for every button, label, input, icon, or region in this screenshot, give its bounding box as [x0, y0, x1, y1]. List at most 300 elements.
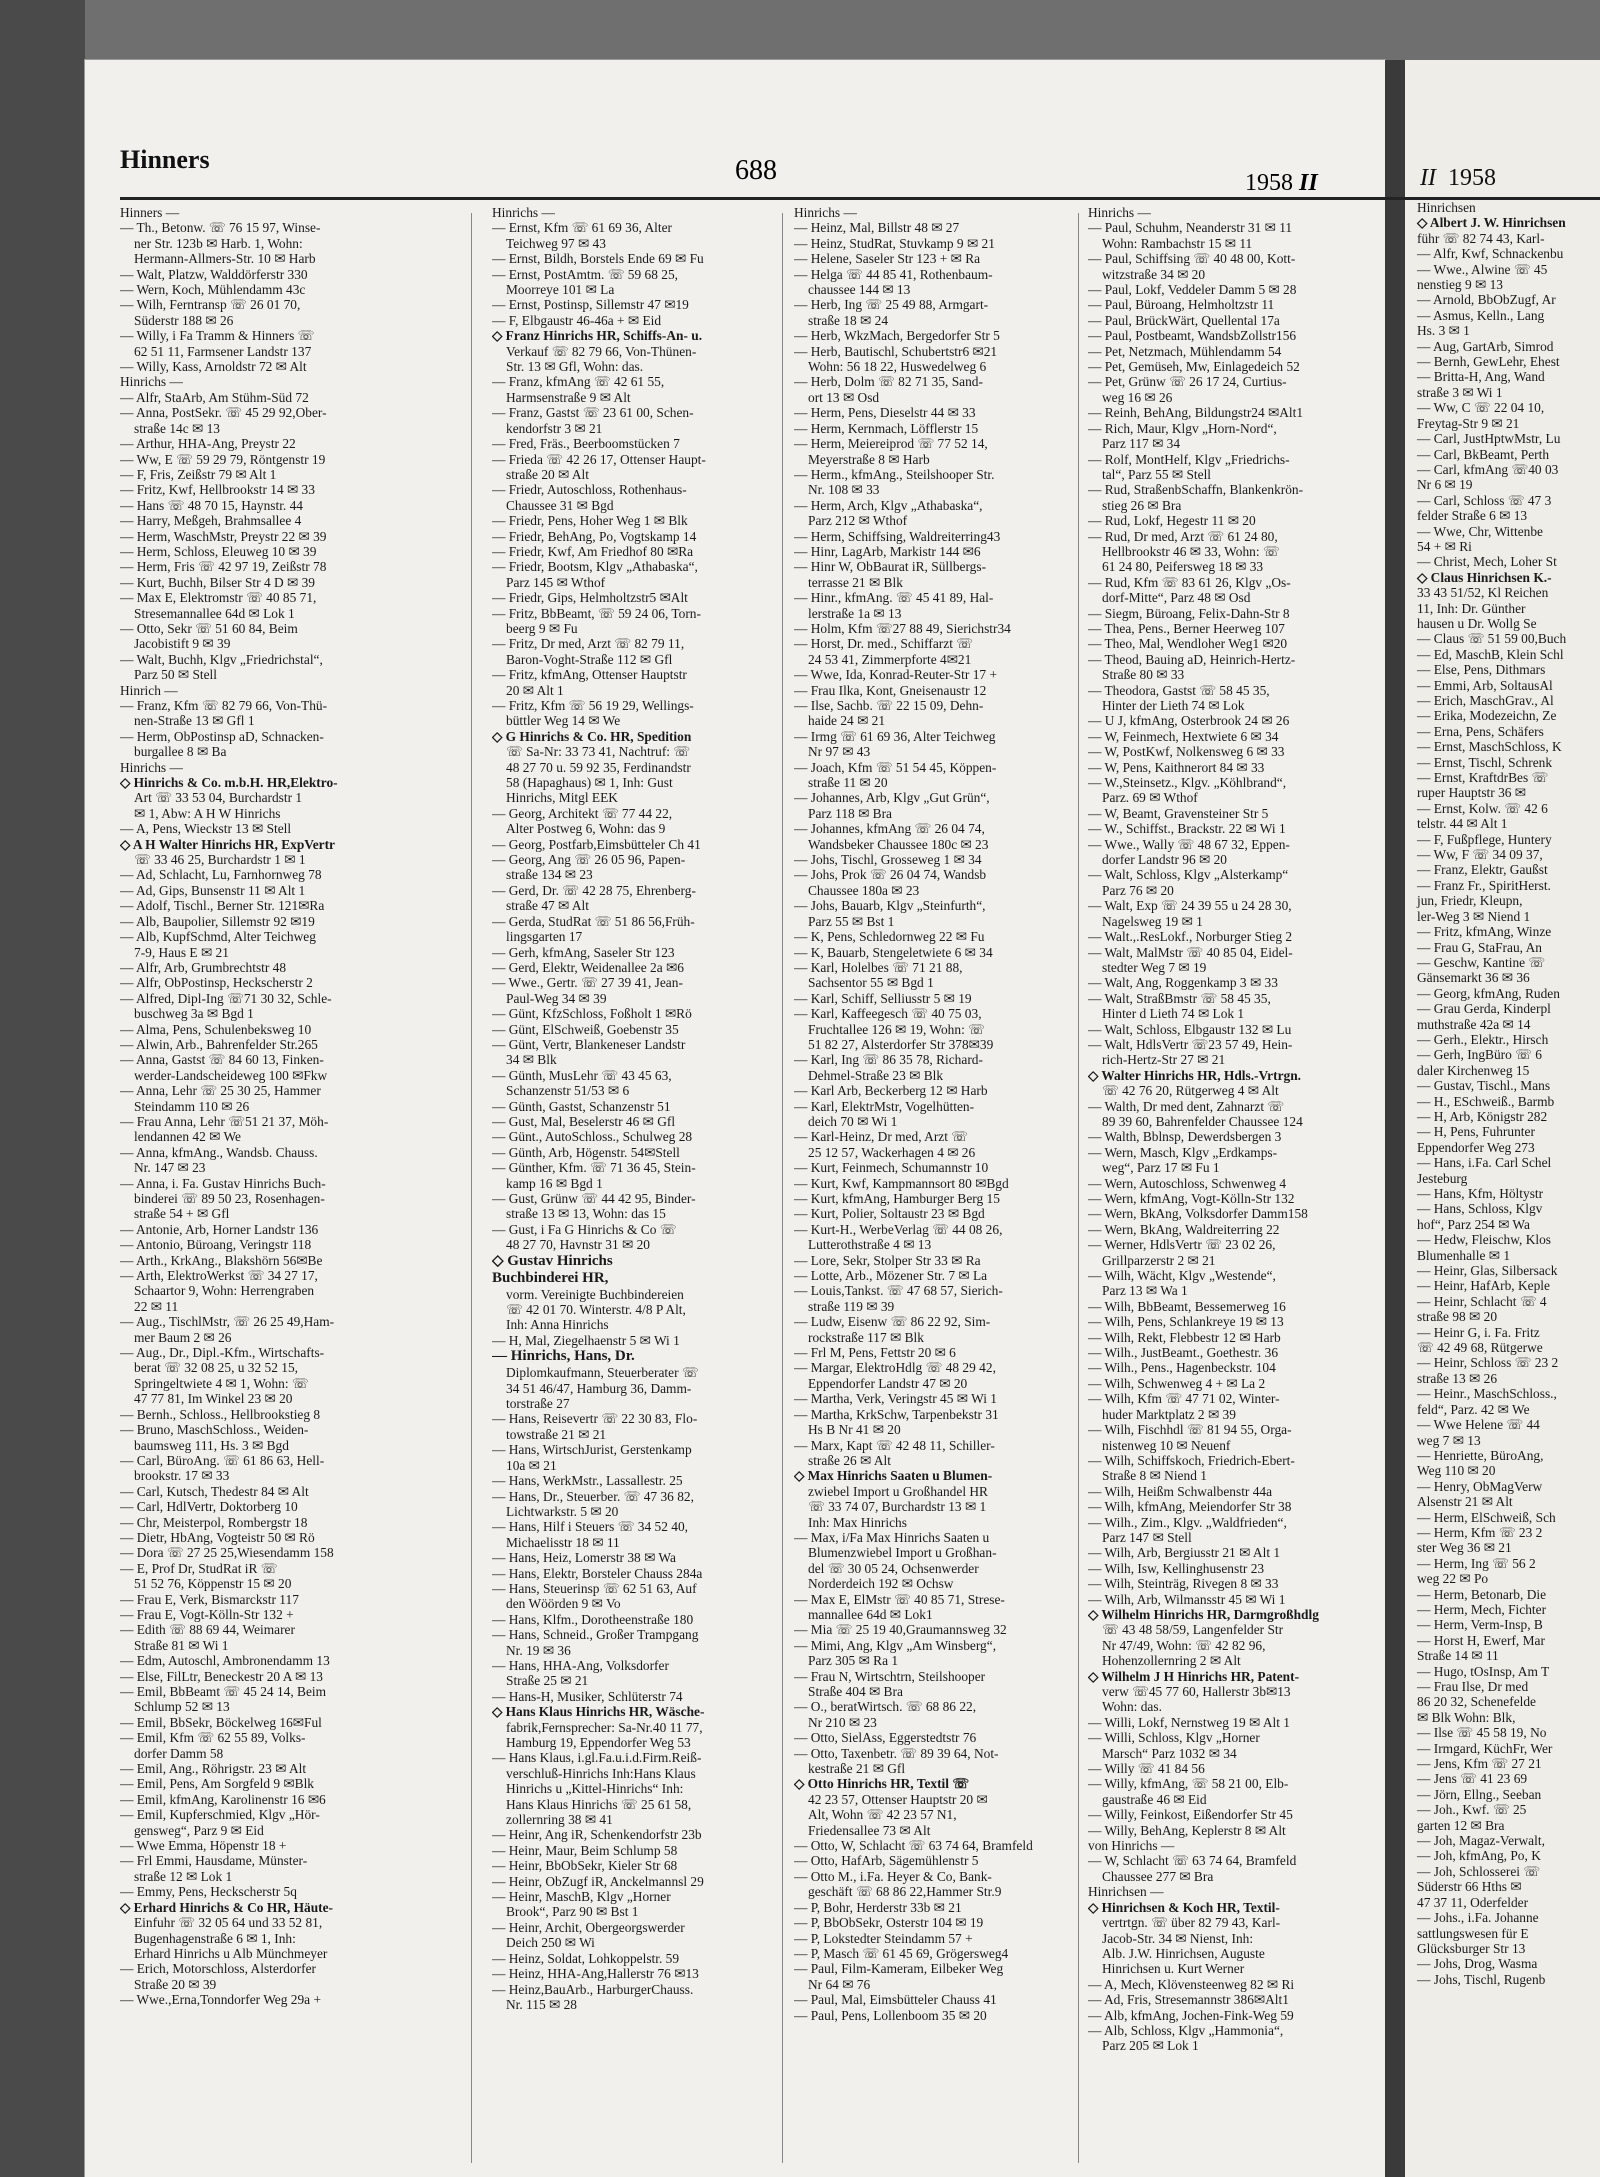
directory-entry-line: — Günther, Kfm. ☏ 71 36 45, Stein-: [492, 1160, 696, 1176]
directory-entry-line: — Paul, Schiffsing ☏ 40 48 00, Kott-: [1088, 251, 1296, 267]
directory-entry-line: ◇ Erhard Hinrichs & Co HR, Häute-: [120, 1899, 334, 1915]
directory-entry-line: straße 26 ✉ Alt: [808, 1452, 891, 1468]
directory-entry-line: — Paul, Büroang, Helmholtzstr 11: [1088, 297, 1275, 313]
directory-entry-line: — Karl, ElektrMstr, Vogelhütten-: [794, 1098, 975, 1114]
directory-entry-line: — Gerh, IngBüro ☏ 6: [1417, 1047, 1542, 1063]
directory-entry-line: — Wwe, Ida, Konrad-Reuter-Str 17 +: [794, 667, 998, 683]
directory-entry-line: dorf-Mitte“, Parz 48 ✉ Osd: [1102, 590, 1251, 606]
directory-entry-line: — Otto, SielAss, Eggerstedtstr 76: [794, 1730, 977, 1746]
directory-entry-line: Parz 145 ✉ Wthof: [506, 574, 606, 590]
directory-entry-line: Wohn: 56 18 22, Huswedelweg 6: [808, 359, 987, 375]
directory-entry-line: — Alb, KupfSchmd, Alter Teichweg: [120, 929, 316, 945]
directory-entry-line: garten 12 ✉ Bra: [1417, 1817, 1505, 1833]
directory-entry-line: — Wilh, BbBeamt, Bessemerweg 16: [1088, 1298, 1286, 1314]
directory-entry-line: — Kurt, kfmAng, Hamburger Berg 15: [794, 1191, 1000, 1206]
directory-entry-line: witzstraße 34 ✉ 20: [1102, 266, 1206, 282]
directory-entry-line: — Wern, BkAng, Waldreiterring 22: [1088, 1221, 1280, 1237]
directory-entry-line: — Anna, kfmAng., Wandsb. Chauss.: [120, 1144, 318, 1160]
directory-entry-line: — Heinr, BbObSekr, Kieler Str 68: [492, 1858, 678, 1874]
directory-entry-line: — Kurt, Polier, Soltaustr 23 ✉ Bgd: [794, 1206, 985, 1222]
directory-entry-line: Hinrichs —: [794, 205, 857, 220]
directory-entry-line: Schanzenstr 51/53 ✉ 6: [506, 1083, 630, 1099]
directory-entry-line: — Else, Pens, Dithmars: [1417, 662, 1546, 678]
column-divider: [471, 213, 472, 2163]
directory-entry-line: Blumenzwiebel Import u Großhan-: [808, 1545, 997, 1561]
directory-entry-line: — Friedr, BehAng, Po, Vogtskamp 14: [492, 528, 697, 544]
directory-entry-line: — Max, i/Fa Max Hinrichs Saaten u: [794, 1529, 990, 1545]
directory-entry-line: — Louis,Tankst. ☏ 47 68 57, Sierich-: [794, 1283, 1003, 1299]
directory-entry-line: — Karl, Ing ☏ 86 35 78, Richard-: [794, 1052, 983, 1068]
column-2: [492, 205, 792, 2165]
directory-entry-line: — Gerd, Elektr, Weidenallee 2a ✉6: [492, 959, 684, 975]
directory-entry-line: — Henry, ObMagVerw: [1417, 1478, 1543, 1494]
directory-entry-line: — Helene, Saseler Str 123 + ✉ Ra: [794, 251, 981, 267]
directory-entry-line: Hamburg 19, Eppendorfer Weg 53: [506, 1735, 691, 1750]
directory-entry-line: Bugenhagenstraße 6 ✉ 1, Inh:: [134, 1930, 296, 1946]
directory-entry-line: lerstraße 1a ✉ 13: [808, 605, 902, 621]
directory-entry-line: ◇ Albert J. W. Hinrichsen: [1417, 215, 1566, 231]
directory-entry-line: — Carl, JustHptwMstr, Lu: [1417, 431, 1561, 447]
directory-entry-line: — Emil, kfmAng, Karolinenstr 16 ✉6: [120, 1791, 326, 1807]
directory-entry-line: — Wilh, Schiffskoch, Friedrich-Ebert-: [1088, 1452, 1295, 1468]
directory-entry-line: Hans Klaus Hinrichs ☏ 25 61 58,: [506, 1796, 692, 1812]
directory-entry-line: Deich 250 ✉ Wi: [506, 1935, 595, 1951]
directory-entry-line: stieg 26 ✉ Bra: [1102, 497, 1182, 513]
directory-entry-line: — Jens ☏ 41 23 69: [1417, 1771, 1528, 1787]
column-4: [1088, 205, 1388, 2165]
directory-entry-line: 51 52 76, Köppenstr 15 ✉ 20: [134, 1576, 292, 1592]
directory-entry-line: — Willy, kfmAng, ☏ 58 21 00, Elb-: [1088, 1776, 1289, 1792]
column-divider: [782, 213, 783, 2163]
directory-entry-line: Freytag-Str 9 ✉ 21: [1417, 415, 1520, 431]
directory-entry-line: — Wilh, Isw, Kellinghusenstr 23: [1088, 1560, 1265, 1576]
directory-entry-line: Erhard Hinrichs u Alb Münchmeyer: [134, 1945, 328, 1961]
directory-entry-line: — Fritz, Kfm ☏ 56 19 29, Wellings-: [492, 698, 694, 713]
directory-entry-line: terrasse 21 ✉ Blk: [808, 574, 903, 590]
directory-entry-line: straße 14c ✉ 13: [134, 420, 220, 436]
directory-entry-line: — Erika, Modezeichn, Ze: [1417, 708, 1557, 724]
directory-entry-line: feld“, Parz. 42 ✉ We: [1417, 1401, 1530, 1417]
directory-entry-line: buschweg 3a ✉ Bgd 1: [134, 1006, 254, 1022]
directory-entry-line: — Bruno, MaschSchloss., Weiden-: [120, 1422, 309, 1438]
directory-entry-line: mannallee 64d ✉ Lok1: [808, 1606, 933, 1622]
directory-entry-line: — P, Lokstedter Steindamm 57 +: [794, 1930, 973, 1946]
directory-entry-line: — Johannes, Arb, Klgv „Gut Grün“,: [794, 790, 990, 806]
directory-entry-line: Verkauf ☏ 82 79 66, Von-Thünen-: [506, 343, 697, 359]
directory-entry-line: — Theodora, Gastst ☏ 58 45 35,: [1088, 682, 1270, 698]
directory-entry-line: — Wilh, Ferntransp ☏ 26 01 70,: [120, 297, 301, 313]
directory-entry-line: — Hans-H, Musiker, Schlüterstr 74: [492, 1688, 683, 1704]
directory-entry-line: — Friedr, Bootsm, Klgv „Athabaska“,: [492, 559, 698, 575]
directory-entry-line: — Jörn, Ellng., Seeban: [1417, 1786, 1542, 1802]
directory-entry-line: — K, Pens, Schledornweg 22 ✉ Fu: [794, 929, 985, 945]
directory-entry-line: Hinrichs, Mitgl EEK: [506, 790, 618, 806]
directory-entry-line: Nr. 108 ✉ 33: [808, 482, 880, 498]
directory-entry-line: — Horst, Dr. med., Schiffarzt ☏: [794, 636, 974, 652]
directory-entry-line: — Paul, Mal, Eimsbütteler Chauss 41: [794, 1992, 997, 2008]
directory-entry-line: — Arth, ElektroWerkst ☏ 34 27 17,: [120, 1268, 318, 1284]
directory-entry-line: — Carl, kfmAng ☏40 03: [1417, 461, 1559, 477]
directory-entry-line: Wohn: das.: [1102, 1699, 1162, 1715]
directory-entry-line: Nr 47/49, Wohn: ☏ 42 82 96,: [1102, 1637, 1266, 1653]
directory-entry-line: Inh: Anna Hinrichs: [506, 1317, 609, 1333]
directory-entry-line: — Rolf, MontHelf, Klgv „Friedrichs-: [1088, 451, 1290, 467]
directory-entry-line: muthstraße 42a ✉ 14: [1417, 1016, 1531, 1032]
directory-entry-line: — Alma, Pens, Schulenbeksweg 10: [120, 1021, 312, 1037]
directory-entry-line: beerg 9 ✉ Fu: [506, 620, 578, 636]
directory-entry-line: — Otto M., i.Fa. Heyer & Co, Bank-: [794, 1868, 992, 1884]
directory-entry-line: ◇ Hans Klaus Hinrichs HR, Wäsche-: [492, 1704, 705, 1720]
directory-entry-line: zwiebel Import u Großhandel HR: [808, 1483, 988, 1499]
directory-entry-line: — U J, kfmAng, Osterbrook 24 ✉ 26: [1088, 713, 1290, 729]
directory-entry-line: Alsenstr 21 ✉ Alt: [1417, 1494, 1513, 1510]
directory-entry-line: — F, Elbgaustr 46-46a + ✉ Eid: [492, 312, 662, 328]
directory-entry-line: — Britta-H, Ang, Wand: [1417, 369, 1545, 385]
directory-entry-line: burgallee 8 ✉ Ba: [134, 744, 227, 760]
directory-entry-line: ☏ 42 49 68, Rütgerwe: [1417, 1340, 1543, 1356]
directory-entry-line: — W.,Steinsetz., Klgv. „Köhlbrand“,: [1088, 775, 1287, 791]
directory-entry-line: — Joh, Schlosserei ☏: [1417, 1863, 1541, 1879]
directory-entry-line: ◇ Claus Hinrichsen K.-: [1417, 569, 1552, 585]
directory-entry-line: — Heinr, Archit, Obergeorgswerder: [492, 1919, 685, 1935]
directory-entry-line: — Karl Arb, Beckerberg 12 ✉ Harb: [794, 1083, 988, 1099]
directory-entry-line: — Ww, E ☏ 59 29 79, Röntgenstr 19: [120, 451, 326, 467]
directory-entry-line: del ☏ 30 05 24, Ochsenwerder: [808, 1560, 979, 1576]
directory-entry-line: 11, Inh: Dr. Günther: [1417, 600, 1526, 616]
directory-entry-line: weg“, Parz 17 ✉ Fu 1: [1102, 1160, 1220, 1176]
directory-entry-line: — Walt, HdlsVertr ☏23 57 49, Hein-: [1088, 1036, 1293, 1052]
directory-entry-line: vertrtgn. ☏ über 82 79 43, Karl-: [1102, 1915, 1281, 1931]
next-page-fragment: [1405, 60, 1600, 2177]
directory-entry-line: Parz. 69 ✉ Wthof: [1102, 790, 1198, 806]
directory-entry-line: mer Baum 2 ✉ 26: [134, 1329, 232, 1345]
directory-entry-line: Parz 76 ✉ 20: [1102, 882, 1174, 898]
directory-entry-line: — Heinr, Maur, Beim Schlump 58: [492, 1842, 678, 1858]
directory-entry-line: 42 23 57, Ottenser Hauptstr 20 ✉: [808, 1791, 988, 1807]
directory-entry-line: 54 + ✉ Ri: [1417, 538, 1472, 554]
directory-entry-line: — Kurt, Buchh, Bilser Str 4 D ✉ 39: [120, 574, 315, 590]
directory-entry-line: Parz 305 ✉ Ra 1: [808, 1653, 899, 1669]
directory-entry-line: — Gust, Mal, Beselerstr 46 ✉ Gfl: [492, 1113, 676, 1129]
directory-entry-line: — Günth, Gastst, Schanzenstr 51: [492, 1098, 671, 1114]
directory-entry-line: — Pet, Gemüseh, Mw, Einlagedeich 52: [1088, 359, 1300, 375]
directory-entry-line: — Wern, BkAng, Volksdorfer Damm158: [1088, 1206, 1308, 1222]
directory-entry-line: — Herm, Betonarb, Die: [1417, 1586, 1547, 1602]
directory-entry-line: — Herb, Dolm ☏ 82 71 35, Sand-: [794, 374, 983, 390]
directory-entry-line: straße 12 ✉ Lok 1: [134, 1868, 233, 1884]
directory-entry-line: — Aug., Dr., Dipl.-Kfm., Wirtschafts-: [120, 1345, 325, 1361]
directory-entry-line: — Wwe.,Erna,Tonndorfer Weg 29a +: [120, 1992, 322, 2008]
directory-entry-line: — Fritz, BbBeamt, ☏ 59 24 06, Torn-: [492, 605, 701, 621]
directory-entry-line: 89 39 60, Bahrenfelder Chaussee 124: [1102, 1113, 1303, 1129]
directory-entry-line: — Frau E, Verk, Bismarckstr 117: [120, 1591, 299, 1607]
directory-entry-line: straße 98 ✉ 20: [1417, 1309, 1498, 1325]
directory-entry-line: Eppendorfer Weg 273: [1417, 1139, 1535, 1155]
directory-entry-line: Straße 25 ✉ 21: [506, 1673, 589, 1689]
directory-entry-line: Fruchtallee 126 ✉ 19, Wohn: ☏: [808, 1021, 985, 1037]
directory-entry-line: ◇ Franz Hinrichs HR, Schiffs-An- u.: [492, 328, 703, 344]
directory-entry-line: — Friedr, Gips, Helmholtzstr5 ✉Alt: [492, 590, 688, 606]
directory-entry-line: — Dora ☏ 27 25 25,Wiesendamm 158: [120, 1545, 334, 1561]
directory-entry-line: ler-Weg 3 ✉ Niend 1: [1417, 908, 1531, 924]
directory-entry-line: 47 37 11, Oderfelder: [1417, 1894, 1529, 1910]
directory-entry-line: Nr 6 ✉ 19: [1417, 477, 1473, 493]
directory-entry-line: — Wilh, Arb, Bergiusstr 21 ✉ Alt 1: [1088, 1545, 1281, 1561]
directory-entry-line: — Bernh, GewLehr, Ehest: [1417, 354, 1560, 370]
directory-entry-line: Lutterothstraße 4 ✉ 13: [808, 1237, 932, 1253]
directory-entry-line: Moorreye 101 ✉ La: [506, 282, 615, 298]
directory-entry-line: — Otto, HafArb, Sägemühlenstr 5: [794, 1853, 979, 1869]
directory-entry-line: — A, Pens, Wieckstr 13 ✉ Stell: [120, 821, 292, 837]
directory-entry-line: ruper Hauptstr 36 ✉: [1417, 785, 1527, 801]
directory-entry-line: — Martha, KrkSchw, Tarpenbekstr 31: [794, 1406, 999, 1422]
directory-entry-line: — Paul, Postbeamt, WandsbZollstr156: [1088, 328, 1297, 344]
directory-entry-line: Glücksburger Str 13: [1417, 1940, 1526, 1956]
directory-entry-line: — Günt., AutoSchloss., Schulweg 28: [492, 1129, 693, 1145]
column-divider: [1078, 213, 1079, 2163]
directory-entry-line: — Alfr, ObPostinsp, Heckscherstr 2: [120, 975, 313, 991]
directory-entry-line: — Asmus, Kelln., Lang: [1417, 307, 1545, 323]
directory-entry-line: — Gerda, StudRat ☏ 51 86 56,Früh-: [492, 913, 695, 929]
directory-entry-line: — Mimi, Ang, Klgv „Am Winsberg“,: [794, 1637, 997, 1653]
directory-entry-line: Schaartor 9, Wohn: Herrengraben: [134, 1283, 315, 1299]
directory-entry-line: — Franz Fr., SpiritHerst.: [1417, 877, 1551, 893]
directory-entry-line: weg 22 ✉ Po: [1417, 1571, 1489, 1587]
directory-entry-line: — Herm, Kernmach, Löfflerstr 15: [794, 420, 979, 436]
directory-entry-line: Hinners —: [120, 205, 180, 220]
directory-entry-line: Jacobistift 9 ✉ 39: [134, 636, 231, 652]
directory-entry-line: — Otto, Taxenbetr. ☏ 89 39 64, Not-: [794, 1745, 999, 1761]
directory-entry-line: — Günt, Vertr, Blankeneser Landstr: [492, 1036, 686, 1052]
directory-entry-line: — Wwe., Alwine ☏ 45: [1417, 261, 1548, 277]
directory-entry-line: — Paul, Film-Kameram, Eilbeker Weg: [794, 1961, 1004, 1977]
directory-entry-line: lendannen 42 ✉ We: [134, 1129, 241, 1145]
page-year-volume: [1245, 170, 1318, 197]
directory-entry-line: gensweg“, Parz 9 ✉ Eid: [134, 1822, 264, 1838]
directory-entry-line: straße 13 ✉ 13, Wohn: das 15: [506, 1206, 666, 1222]
directory-entry-line: — Franz, Gastst ☏ 23 61 00, Schen-: [492, 405, 694, 421]
directory-entry-line: nen-Straße 13 ✉ Gfl 1: [134, 713, 255, 729]
directory-entry-line: — Wilh., JustBeamt., Goethestr. 36: [1088, 1345, 1279, 1361]
directory-entry-line: — Wilh, Heißm Schwalbenstr 44a: [1088, 1483, 1273, 1499]
directory-entry-line: 25 12 57, Wackerhagen 4 ✉ 26: [808, 1144, 976, 1160]
directory-entry-line: Sachsentor 55 ✉ Bgd 1: [808, 975, 934, 991]
directory-entry-line: Parz 118 ✉ Bra: [808, 805, 892, 821]
directory-entry-line: ◇ A H Walter Hinrichs HR, ExpVertr: [120, 836, 336, 852]
directory-entry-line: — Erich, MaschGrav., Al: [1417, 693, 1554, 708]
directory-entry-line: — Georg, Postfarb,Eimsbütteler Ch 41: [492, 836, 701, 852]
directory-entry-line: — Joh, kfmAng, Po, K: [1417, 1848, 1541, 1864]
directory-entry-line: — Herm, ObPostinsp aD, Schnacken-: [120, 728, 324, 744]
directory-entry-line: — Walt, Buchh, Klgv „Friedrichstal“,: [120, 651, 323, 667]
directory-entry-line: — Johs, Bauarb, Klgv „Steinfurth“,: [794, 898, 986, 914]
directory-entry-line: Grillparzerstr 2 ✉ 21: [1102, 1252, 1216, 1268]
directory-entry-line: — Ernst, Tischl, Schrenk: [1417, 754, 1553, 770]
directory-entry-line: — Carl, BüroAng. ☏ 61 86 63, Hell-: [120, 1452, 325, 1468]
directory-entry-line: — Wilh, Wächt, Klgv „Westende“,: [1088, 1268, 1276, 1284]
header-rule: [120, 197, 1570, 200]
directory-entry-line: Teichweg 97 ✉ 43: [506, 235, 606, 251]
directory-entry-line: jun, Friedr, Kleupn,: [1417, 893, 1523, 909]
directory-entry-line: — Hedw, Fleischw, Klos: [1417, 1232, 1552, 1248]
directory-entry-line: deich 70 ✉ Wi 1: [808, 1113, 898, 1129]
directory-entry-line: — Emil, Kupferschmied, Klgv „Hör-: [120, 1807, 320, 1823]
directory-entry-line: — Hans, Klfm., Dorotheenstraße 180: [492, 1611, 694, 1627]
directory-entry-line: — Adolf, Tischl., Berner Str. 121✉Ra: [120, 898, 325, 914]
directory-entry-line: — Ilse ☏ 45 58 19, No: [1417, 1725, 1547, 1741]
directory-entry-line: — Antonio, Büroang, Veringstr 118: [120, 1237, 312, 1253]
directory-entry-line: — Herm, Schloss, Eleuweg 10 ✉ 39: [120, 543, 317, 559]
directory-entry-line: lingsgarten 17: [506, 929, 583, 945]
directory-entry-line: — Paul, Pens, Lollenboom 35 ✉ 20: [794, 2007, 987, 2023]
directory-entry-line: — Hans, Reisevertr ☏ 22 30 83, Flo-: [492, 1411, 698, 1427]
directory-entry-line: — Günt, ElSchweiß, Goebenstr 35: [492, 1021, 679, 1037]
directory-entry-line: — Heinz, HHA-Ang,Hallerstr 76 ✉13: [492, 1966, 699, 1982]
directory-entry-line: — W, PostKwf, Nolkensweg 6 ✉ 33: [1088, 744, 1285, 760]
directory-entry-line: — Alfred, Dipl-Ing ☏71 30 32, Schle-: [120, 990, 332, 1006]
directory-entry-line: — Emil, BbSekr, Böckelweg 16✉Ful: [120, 1714, 322, 1730]
directory-entry-line: — Heinz, Soldat, Lohkoppelstr. 59: [492, 1950, 680, 1966]
directory-entry-line: Parz 55 ✉ Bst 1: [808, 913, 895, 929]
directory-entry-line: Meyerstraße 8 ✉ Harb: [808, 451, 930, 467]
directory-entry-line: kendorfstr 3 ✉ 21: [506, 420, 603, 436]
directory-entry-line: — Heinz, StudRat, Stuvkamp 9 ✉ 21: [794, 235, 995, 251]
directory-entry-line: — Otto, W, Schlacht ☏ 63 74 64, Bramfeld: [794, 1838, 1033, 1854]
directory-entry-line: — Hans, Schloss, Klgv: [1417, 1201, 1543, 1217]
directory-entry-line: — Hans, Elektr, Borsteler Chauss 284a: [492, 1565, 703, 1581]
directory-entry-line: — Wwe Emma, Höpenstr 18 +: [120, 1838, 287, 1854]
directory-entry-line: ◇ Otto Hinrichs HR, Textil ☏: [794, 1776, 970, 1792]
directory-entry-line: — Heinr, MaschB, Klgv „Horner: [492, 1889, 671, 1905]
directory-entry-line: Lichtwarkstr. 5 ✉ 20: [506, 1503, 619, 1519]
directory-entry-line: Springeltwiete 4 ✉ 1, Wohn: ☏: [134, 1375, 309, 1391]
directory-entry-line: dorfer Damm 58: [134, 1745, 224, 1761]
directory-entry-line: — Herm, Arch, Klgv „Athabaska“,: [794, 497, 983, 513]
directory-entry-line: — Willi, Schloss, Klgv „Horner: [1088, 1730, 1260, 1746]
directory-entry-line: ✉ Blk Wohn: Blk,: [1417, 1709, 1516, 1725]
directory-entry-line: — Hans, Hilf i Steuers ☏ 34 52 40,: [492, 1519, 689, 1535]
directory-entry-line: — Gustav, Tischl., Mans: [1417, 1078, 1551, 1094]
directory-entry-line: — Friedr, Pens, Hoher Weg 1 ✉ Blk: [492, 513, 688, 529]
directory-entry-line: — Theo, Mal, Wendloher Weg1 ✉20: [1088, 636, 1288, 652]
directory-entry-line: — Georg, Ang ☏ 26 05 96, Papen-: [492, 852, 686, 868]
directory-entry-line: — Ernst, Kolw. ☏ 42 6: [1417, 800, 1548, 816]
directory-entry-line: — Walth, Bblnsp, Dewerdsbergen 3: [1088, 1129, 1282, 1145]
directory-entry-line: telstr. 44 ✉ Alt 1: [1417, 816, 1508, 832]
directory-entry-line: — Hinrichs, Hans, Dr.: [492, 1348, 635, 1365]
directory-entry-line: — Irmg ☏ 61 69 36, Alter Teichweg: [794, 728, 996, 744]
directory-entry-line: — P, Bohr, Herderstr 33b ✉ 21: [794, 1899, 962, 1915]
directory-entry-line: — Walth, Dr med dent, Zahnarzt ☏: [1088, 1098, 1285, 1114]
directory-entry-line: — Wilh, Fischhdl ☏ 81 94 55, Orga-: [1088, 1422, 1292, 1438]
directory-entry-line: — Alfr, StaArb, Am Stühm-Süd 72: [120, 389, 309, 405]
directory-entry-line: kestraße 21 ✉ Gfl: [808, 1761, 906, 1777]
directory-entry-line: — Wilh, Rekt, Flebbestr 12 ✉ Harb: [1088, 1329, 1281, 1345]
directory-entry-line: ✉ 1, Abw: A H W Hinrichs: [134, 805, 281, 821]
directory-entry-line: Parz 212 ✉ Wthof: [808, 513, 908, 529]
directory-entry-line: — Wilh, Pens, Schlankreye 19 ✉ 13: [1088, 1314, 1284, 1330]
directory-entry-line: felder Straße 6 ✉ 13: [1417, 508, 1528, 524]
directory-entry-line: Chaussee 277 ✉ Bra: [1102, 1868, 1214, 1884]
directory-entry-line: Parz 50 ✉ Stell: [134, 667, 217, 683]
directory-entry-line: straße 18 ✉ 24: [808, 312, 889, 328]
directory-entry-line: — Gerh, kfmAng, Saseler Str 123: [492, 944, 675, 960]
directory-entry-line: Hinrichsen —: [1088, 1884, 1164, 1900]
directory-entry-line: werder-Landscheideweg 100 ✉Fkw: [134, 1067, 328, 1083]
directory-entry-line: — Werner, HdlsVertr ☏ 23 02 26,: [1088, 1237, 1276, 1253]
directory-entry-line: — Edm, Autoschl, Ambronendamm 13: [120, 1653, 330, 1669]
directory-entry-line: — Rich, Maur, Klgv „Horn-Nord“,: [1088, 420, 1277, 436]
directory-entry-line: weg 16 ✉ 26: [1102, 389, 1173, 405]
directory-entry-line: Straße 8 ✉ Niend 1: [1102, 1468, 1207, 1484]
directory-entry-line: — Franz, Elektr, Gaußst: [1417, 862, 1548, 878]
directory-entry-line: Marsch“ Parz 1032 ✉ 34: [1102, 1745, 1237, 1761]
directory-entry-line: — Wwe Helene ☏ 44: [1417, 1417, 1540, 1433]
directory-entry-line: — Herb, Bautischl, Schubertstr6 ✉21: [794, 343, 998, 359]
directory-entry-line: ◇ G Hinrichs & Co. HR, Spedition: [492, 728, 692, 744]
directory-entry-line: — Willy, Kass, Arnoldstr 72 ✉ Alt: [120, 359, 307, 375]
next-page-column: [1417, 200, 1600, 1987]
directory-entry-line: straße 3 ✉ Wi 1: [1417, 384, 1503, 400]
directory-entry-line: — Else, FilLtr, Beneckestr 20 A ✉ 13: [120, 1668, 323, 1684]
directory-entry-line: — Kurt, Kwf, Kampmannsort 80 ✉Bgd: [794, 1175, 1009, 1191]
directory-entry-line: Wandsbeker Chaussee 180c ✉ 23: [808, 836, 989, 852]
directory-entry-line: 22 ✉ 11: [134, 1298, 179, 1314]
directory-entry-line: — Franz, kfmAng ☏ 42 61 55,: [492, 374, 665, 390]
directory-entry-line: — Geschw, Kantine ☏: [1417, 954, 1546, 970]
directory-entry-line: — Friedr, Autoschloss, Rothenhaus-: [492, 482, 687, 498]
directory-entry-line: — Hinr, LagArb, Markistr 144 ✉6: [794, 543, 981, 559]
directory-entry-line: ☏ 42 76 20, Rütgerweg 4 ✉ Alt: [1102, 1083, 1279, 1099]
column-3: [794, 205, 1094, 2165]
directory-entry-line: — Christ, Mech, Loher St: [1417, 554, 1557, 570]
directory-entry-line: — Frl M, Pens, Fettstr 20 ✉ 6: [794, 1345, 956, 1361]
directory-entry-line: Stresemannallee 64d ✉ Lok 1: [134, 605, 295, 621]
directory-entry-line: hof“, Parz 254 ✉ Wa: [1417, 1216, 1530, 1232]
directory-entry-line: — Heinr, HafArb, Keple: [1417, 1278, 1550, 1294]
directory-entry-line: — Dietr, HbAng, Vogteistr 50 ✉ Rö: [120, 1529, 315, 1545]
directory-entry-line: Weg 110 ✉ 20: [1417, 1463, 1496, 1479]
directory-entry-line: Michaelisstr 18 ✉ 11: [506, 1534, 620, 1550]
directory-entry-line: — Hinr W, ObBaurat iR, Süllbergs-: [794, 559, 987, 575]
directory-entry-line: — Helga ☏ 44 85 41, Rothenbaum-: [794, 266, 993, 282]
directory-entry-line: chaussee 144 ✉ 13: [808, 282, 911, 298]
directory-entry-line: Hinrichs u „Kittel-Hinrichs“ Inh:: [506, 1781, 684, 1797]
directory-entry-line: — P, BbObSekr, Osterstr 104 ✉ 19: [794, 1915, 984, 1931]
directory-entry-line: — Herm, Meiereiprod ☏ 77 52 14,: [794, 436, 988, 452]
directory-entry-line: — Ww, C ☏ 22 04 10,: [1417, 400, 1545, 416]
directory-entry-line: — Heinr., MaschSchloss.,: [1417, 1386, 1557, 1402]
directory-entry-line: — Herb, Ing ☏ 25 49 88, Armgart-: [794, 297, 989, 313]
directory-entry-line: — Willy, Feinkost, Eißendorfer Str 45: [1088, 1807, 1293, 1823]
directory-entry-line: — Anna, Lehr ☏ 25 30 25, Hammer: [120, 1083, 321, 1099]
directory-entry-line: — Hans, Heiz, Lomerstr 38 ✉ Wa: [492, 1550, 676, 1566]
directory-entry-line: — Carl, Kutsch, Thedestr 84 ✉ Alt: [120, 1483, 309, 1499]
directory-entry-line: — Heinr, Ang iR, Schenkendorfstr 23b: [492, 1827, 702, 1843]
directory-entry-line: straße 134 ✉ 23: [506, 867, 593, 883]
column-1: [120, 205, 420, 2165]
directory-entry-line: — Joh., Kwf. ☏ 25: [1417, 1802, 1527, 1818]
directory-entry-line: haide 24 ✉ 21: [808, 713, 886, 729]
directory-entry-line: — P, Masch ☏ 61 45 69, Grögersweg4: [794, 1945, 1009, 1961]
directory-entry-line: — W., Schiffst., Brackstr. 22 ✉ Wi 1: [1088, 821, 1286, 837]
directory-entry-line: stedter Weg 7 ✉ 19: [1102, 959, 1207, 975]
directory-entry-line: — Claus ☏ 51 59 00,Buch: [1417, 631, 1567, 647]
directory-entry-line: — Walt, Schloss, Elbgaustr 132 ✉ Lu: [1088, 1021, 1292, 1037]
directory-entry-line: — A, Mech, Klövensteenweg 82 ✉ Ri: [1088, 1976, 1295, 1992]
directory-entry-line: — E, Prof Dr, StudRat iR ☏: [120, 1560, 278, 1576]
directory-entry-line: — Heinr, Glas, Silbersack: [1417, 1263, 1558, 1279]
